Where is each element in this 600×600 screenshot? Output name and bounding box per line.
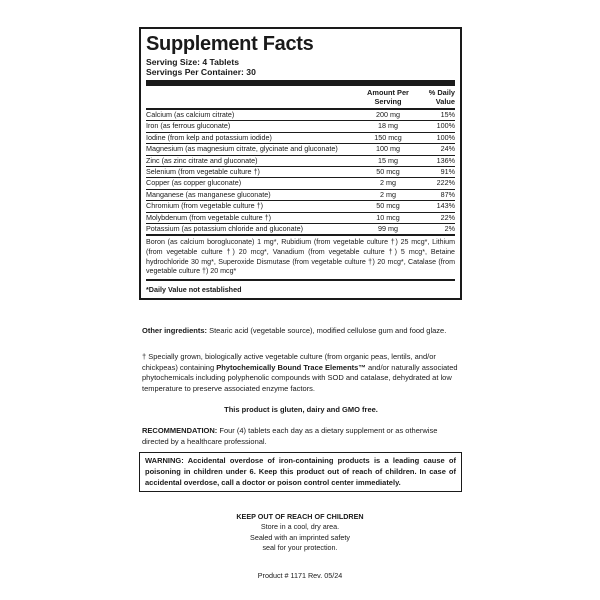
nutrient-row <box>146 110 455 121</box>
servings-per-container: Servings Per Container: 30 <box>146 67 256 77</box>
nutrient-row <box>146 201 455 212</box>
other-ingredients-blend: Boron (as calcium borogluconate) 1 mg*, Rubidium (from vegetable culture †) 25 mcg*, Lithium (from vegetable culture †) 20 mcg*, Vanadium (from vegetable culture †) 5 mcg*, Betaine hydrochloride 30 mg*, Superoxide Dismutase (from vegetable culture †) 20 mcg*, Catalase (from vegetable culture †) 20 mcg* <box>146 236 455 280</box>
nutrient-amount: 50 mcg <box>376 201 400 211</box>
nutrient-name: Magnesium (as magnesium citrate, glycinate and gluconate) <box>146 144 338 154</box>
nutrient-name: Selenium (from vegetable culture †) <box>146 167 260 177</box>
storage-line: Sealed with an imprinted safety <box>250 532 350 542</box>
iron-warning-box: WARNING: Accidental overdose of iron-containing products is a leading cause of poisoning in children under 6. Keep this product out of reach of children. In case of accidental overdose, call a doctor or poison control center immediately. <box>139 452 462 492</box>
nutrient-daily-value: 87% <box>440 189 455 199</box>
daily-value-header: % Daily Value <box>428 88 455 106</box>
nutrient-name: Molybdenum (from vegetable culture †) <box>146 212 272 222</box>
nutrient-row <box>146 213 455 224</box>
nutrient-amount: 100 mg <box>376 144 400 154</box>
nutrient-amount: 200 mg <box>376 110 400 119</box>
nutrient-name: Potassium (as potassium chloride and gluconate) <box>146 224 304 234</box>
nutrient-amount: 150 mcg <box>374 132 402 142</box>
storage-line: Store in a cool, dry area. <box>260 522 340 532</box>
nutrient-amount: 99 mg <box>378 224 398 234</box>
footnote-trademark: Phytochemically Bound Trace Elements™ <box>216 362 366 372</box>
footnote-text-1: † Specially grown, biologically active vegetable culture (from organic peas, lentils, and/or chickpeas) containing <box>142 352 436 372</box>
nutrient-name: Iron (as ferrous gluconate) <box>146 121 231 131</box>
nutrient-name: Chromium (from vegetable culture †) <box>146 201 264 211</box>
nutrient-daily-value: 91% <box>440 167 455 177</box>
nutrient-daily-value: 136% <box>436 155 455 165</box>
nutrient-amount: 50 mcg <box>376 167 400 177</box>
nutrient-row <box>146 224 455 234</box>
nutrient-row <box>146 190 455 201</box>
nutrient-row <box>146 133 455 144</box>
nutrient-row <box>146 121 455 132</box>
nutrient-amount: 10 mcg <box>376 212 400 222</box>
nutrient-amount: 15 mg <box>378 155 398 165</box>
keep-out-heading: KEEP OUT OF REACH OF CHILDREN <box>236 512 364 521</box>
recommendation-text: Four (4) tablets each day as a dietary supplement or as otherwise directed by a healthcare professional. <box>142 426 438 446</box>
nutrient-name: Calcium (as calcium citrate) <box>146 110 235 119</box>
amount-per-serving-header: Amount Per Serving <box>367 88 409 106</box>
supplement-facts-panel <box>139 27 462 300</box>
panel-title: Supplement Facts <box>146 33 314 55</box>
nutrient-daily-value: 2% <box>444 224 455 234</box>
nutrient-daily-value: 222% <box>436 178 455 188</box>
nutrient-name: Manganese (as manganese gluconate) <box>146 189 271 199</box>
nutrient-daily-value: 22% <box>440 212 455 222</box>
column-headers <box>146 86 455 110</box>
nutrient-row <box>146 167 455 178</box>
nutrient-row <box>146 156 455 167</box>
daily-value-note: *Daily Value not established <box>146 284 242 294</box>
nutrient-row <box>146 144 455 155</box>
footnote-text-2: and/or naturally associated phytochemicals including polyphenolic compounds with SOD and catalase, dehydrated at low temperature to preserve associated enzyme factors. <box>142 362 458 393</box>
nutrient-table <box>146 110 455 236</box>
nutrient-daily-value: 100% <box>436 132 455 142</box>
storage-line: seal for your protection. <box>262 543 338 553</box>
gluten-free-statement: This product is gluten, dairy and GMO free. <box>224 405 378 414</box>
culture-footnote <box>142 352 460 394</box>
nutrient-amount: 18 mg <box>378 121 398 131</box>
other-ingredients <box>142 326 460 337</box>
nutrient-daily-value: 24% <box>440 144 455 154</box>
nutrient-daily-value: 15% <box>440 110 455 119</box>
nutrient-name: Iodine (from kelp and potassium iodide) <box>146 132 272 142</box>
nutrient-row <box>146 178 455 189</box>
other-ingredients-label: Other ingredients: <box>142 326 208 335</box>
product-number: Product # 1171 Rev. 05/24 <box>257 571 343 580</box>
nutrient-daily-value: 143% <box>436 201 455 211</box>
nutrient-name: Zinc (as zinc citrate and gluconate) <box>146 155 258 165</box>
nutrient-name: Copper (as copper gluconate) <box>146 178 242 188</box>
serving-size: Serving Size: 4 Tablets <box>146 57 239 67</box>
nutrient-daily-value: 100% <box>436 121 455 131</box>
storage-instructions <box>140 512 460 554</box>
other-ingredients-text: Stearic acid (vegetable source), modified cellulose gum and food glaze. <box>207 326 447 335</box>
nutrient-amount: 2 mg <box>380 189 396 199</box>
recommendation-label: RECOMMENDATION: <box>142 426 218 435</box>
recommendation <box>142 426 460 447</box>
nutrient-amount: 2 mg <box>380 178 396 188</box>
